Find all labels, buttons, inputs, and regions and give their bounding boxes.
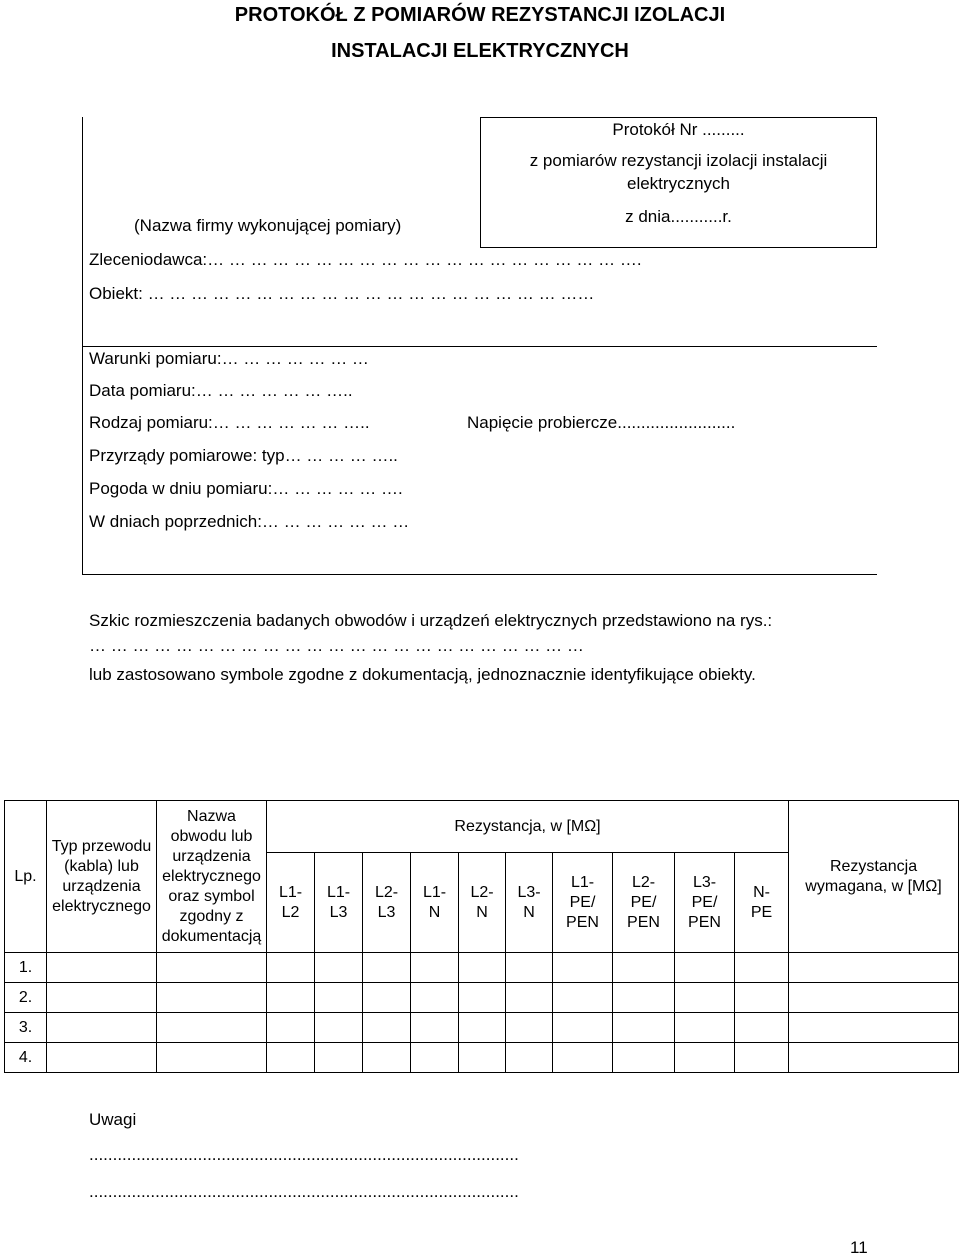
cell-circuit-name[interactable]	[157, 1013, 267, 1043]
measurement-type-field: Rodzaj pomiaru:… … … … … … …..	[89, 413, 370, 432]
cell-value[interactable]	[553, 1013, 613, 1043]
cell-value[interactable]	[267, 953, 315, 983]
measurement-table	[4, 800, 959, 1073]
cell-value[interactable]	[363, 1013, 411, 1043]
cell-value[interactable]	[267, 1043, 315, 1073]
object-field: Obiekt: … … … … … … … … … … … … … … … … … … … ……	[89, 284, 595, 303]
cell-value[interactable]	[315, 983, 363, 1013]
cell-value[interactable]	[553, 953, 613, 983]
cell-value[interactable]	[315, 953, 363, 983]
cell-cable-type[interactable]	[47, 983, 157, 1013]
cell-value[interactable]	[675, 983, 735, 1013]
cell-value[interactable]	[506, 1013, 553, 1043]
remarks-label: Uwagi	[89, 1110, 137, 1129]
conditions-header: Warunki pomiaru:… … … … … … …	[89, 349, 369, 368]
remarks-line2: ...........................................................................................	[89, 1182, 519, 1201]
cell-value[interactable]	[735, 983, 789, 1013]
cell-circuit-name[interactable]	[157, 1043, 267, 1073]
page-number: 11	[850, 1238, 868, 1257]
header-resistance: Rezystancja, w [MΩ]	[267, 801, 789, 853]
sketch-description: Szkic rozmieszczenia badanych obwodów i urządzeń elektrycznych przedstawiono na rys.:	[89, 611, 773, 630]
protocol-date: z dnia...........r.	[625, 207, 732, 226]
header-lp: Lp.	[5, 801, 47, 953]
table-row	[5, 1013, 959, 1043]
cell-value[interactable]	[735, 953, 789, 983]
header-required-resistance: Rezystancja wymagana, w [MΩ]	[789, 801, 959, 953]
cell-value[interactable]	[267, 1013, 315, 1043]
cell-value[interactable]	[506, 983, 553, 1013]
row-number: 3.	[5, 1013, 47, 1043]
remarks-line1: ...........................................................................................	[89, 1145, 519, 1164]
cell-value[interactable]	[553, 1043, 613, 1073]
cell-value[interactable]	[553, 983, 613, 1013]
cell-value[interactable]	[675, 1013, 735, 1043]
subheader-l1-n: L1- N	[411, 853, 459, 953]
cell-value[interactable]	[613, 983, 675, 1013]
document-title-line1: PROTOKÓŁ Z POMIARÓW REZYSTANCJI IZOLACJI	[234, 4, 726, 26]
instruments-field: Przyrządy pomiarowe: typ… … … … …..	[89, 446, 398, 465]
cell-value[interactable]	[411, 1043, 459, 1073]
cell-value[interactable]	[675, 953, 735, 983]
subheader-l2-l3: L2- L3	[363, 853, 411, 953]
cell-required[interactable]	[789, 953, 959, 983]
cell-cable-type[interactable]	[47, 1043, 157, 1073]
cell-value[interactable]	[613, 1043, 675, 1073]
subheader-l1-pe: L1- PE/ PEN	[553, 853, 613, 953]
document-title-line2: INSTALACJI ELEKTRYCZNYCH	[331, 40, 629, 62]
cell-value[interactable]	[315, 1043, 363, 1073]
cell-value[interactable]	[459, 983, 506, 1013]
subheader-l2-pe: L2- PE/ PEN	[613, 853, 675, 953]
measurement-date-field: Data pomiaru:… … … … … … …..	[89, 381, 353, 400]
sketch-dots-line: … … … … … … … … … … … … … … … … … … … … … … …	[89, 636, 584, 655]
company-name-label: (Nazwa firmy wykonującej pomiary)	[134, 216, 402, 235]
conditions-bottom-border	[82, 574, 877, 575]
subheader-n-pe: N- PE	[735, 853, 789, 953]
cell-required[interactable]	[789, 1043, 959, 1073]
cell-value[interactable]	[363, 1043, 411, 1073]
cell-required[interactable]	[789, 983, 959, 1013]
cell-value[interactable]	[363, 953, 411, 983]
subheader-l1-l2: L1- L2	[267, 853, 315, 953]
cell-value[interactable]	[735, 1043, 789, 1073]
cell-value[interactable]	[506, 1043, 553, 1073]
protocol-subject-line2: elektrycznych	[627, 174, 730, 193]
cell-value[interactable]	[411, 983, 459, 1013]
row-number: 2.	[5, 983, 47, 1013]
table-row	[5, 953, 959, 983]
subheader-l2-n: L2- N	[459, 853, 506, 953]
protocol-subject-line1: z pomiarów rezystancji izolacji instalacji	[529, 151, 828, 170]
cell-value[interactable]	[267, 983, 315, 1013]
cell-value[interactable]	[735, 1013, 789, 1043]
row-number: 1.	[5, 953, 47, 983]
sketch-symbols-note: lub zastosowano symbole zgodne z dokumentacją, jednoznacznie identyfikujące obiekty.	[89, 665, 756, 684]
cell-value[interactable]	[411, 1013, 459, 1043]
table-row	[5, 983, 959, 1013]
row-number: 4.	[5, 1043, 47, 1073]
cell-value[interactable]	[675, 1043, 735, 1073]
cell-value[interactable]	[363, 983, 411, 1013]
cell-circuit-name[interactable]	[157, 983, 267, 1013]
cell-value[interactable]	[315, 1013, 363, 1043]
conditions-top-border	[82, 346, 877, 347]
cell-value[interactable]	[459, 1013, 506, 1043]
protocol-info-box	[480, 117, 877, 248]
cell-value[interactable]	[613, 1013, 675, 1043]
cell-circuit-name[interactable]	[157, 953, 267, 983]
cell-value[interactable]	[506, 953, 553, 983]
subheader-l3-n: L3- N	[506, 853, 553, 953]
header-circuit-name: Nazwa obwodu lub urządzenia elektrycznego oraz symbol zgodny z dokumentacją	[157, 801, 267, 953]
table-row	[5, 1043, 959, 1073]
cell-value[interactable]	[459, 953, 506, 983]
cell-cable-type[interactable]	[47, 953, 157, 983]
header-cable-type: Typ przewodu (kabla) lub urządzenia elektrycznego	[47, 801, 157, 953]
cell-required[interactable]	[789, 1013, 959, 1043]
cell-value[interactable]	[411, 953, 459, 983]
cell-value[interactable]	[613, 953, 675, 983]
client-field: Zleceniodawca:… … … … … … … … … … … … … … … … … … … ….	[89, 250, 642, 269]
test-voltage-field: Napięcie probiercze.........................	[467, 413, 736, 432]
subheader-l1-l3: L1- L3	[315, 853, 363, 953]
cell-cable-type[interactable]	[47, 1013, 157, 1043]
weather-before-field: W dniach poprzednich:… … … … … … …	[89, 512, 410, 531]
cell-value[interactable]	[459, 1043, 506, 1073]
subheader-l3-pe: L3- PE/ PEN	[675, 853, 735, 953]
weather-today-field: Pogoda w dniu pomiaru:… … … … … ….	[89, 479, 403, 498]
protocol-number: Protokół Nr .........	[612, 120, 745, 139]
